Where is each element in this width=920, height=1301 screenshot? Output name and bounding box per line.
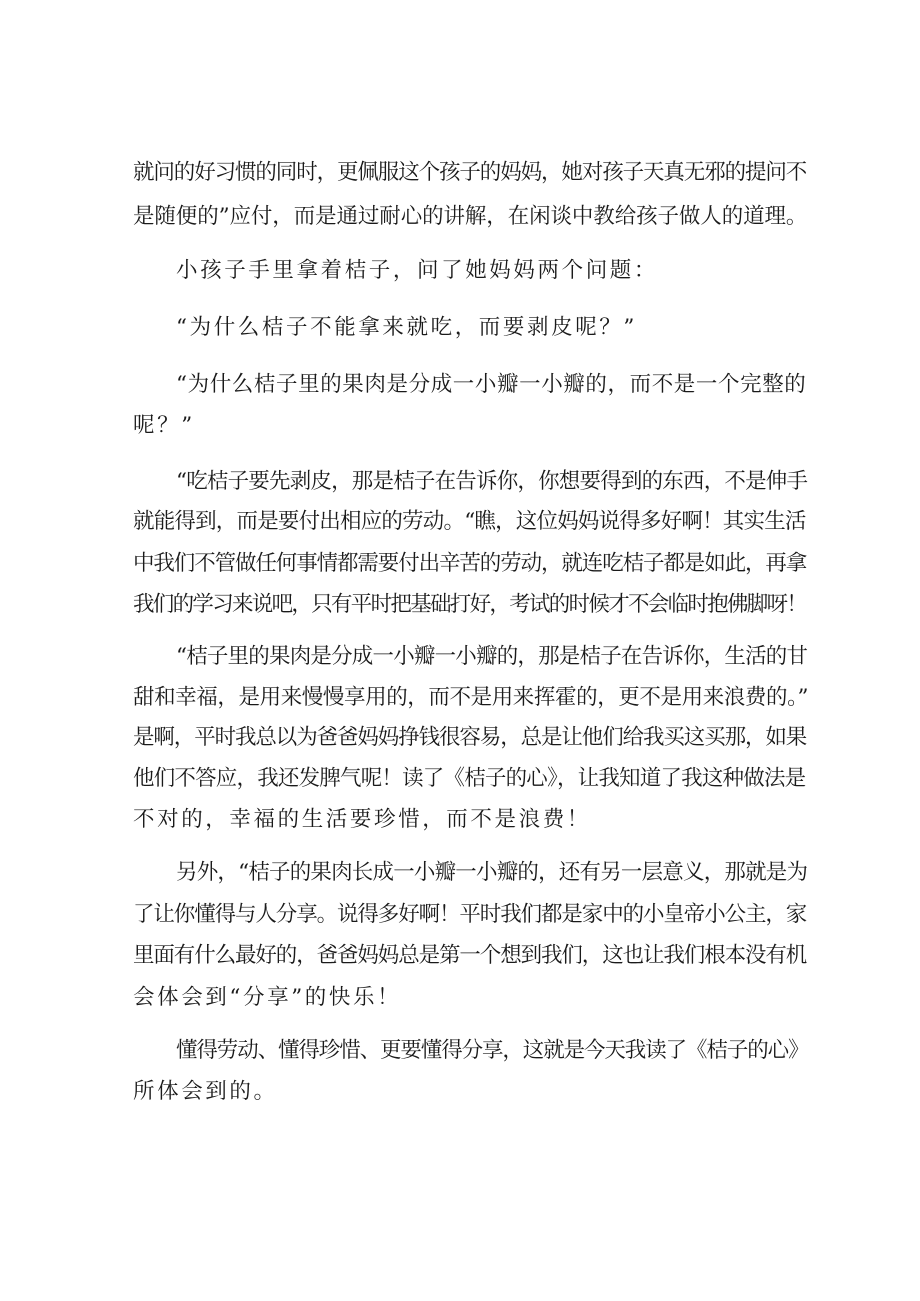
text-line: 里面有什么最好的，爸爸妈妈总是第一个想到我们，这也让我们根本没有机 (133, 943, 807, 968)
text-line: 是啊，平时我总以为爸爸妈妈挣钱很容易，总是让他们给我买这买那，如果 (133, 725, 807, 750)
text-line: “吃桔子要先剥皮，那是桔子在告诉你，你想要得到的东西，不是伸手 (176, 469, 808, 494)
text-line: 中我们不管做任何事情都需要付出辛苦的劳动，就连吃桔子都是如此，再拿 (133, 551, 807, 576)
text-line: 是随便的”应付，而是通过耐心的讲解，在闲谈中教给孩子做人的道理。 (133, 204, 808, 229)
text-line: 他们不答应，我还发脾气呢！读了《桔子的心》，让我知道了我这种做法是 (133, 766, 806, 791)
text-line: 就能得到，而是要付出相应的劳动。“瞧，这位妈妈说得多好啊！其实生活 (133, 509, 806, 534)
text-line: 我们的学习来说吧，只有平时把基础打好，考试的时候才不会临时抱佛脚呀！ (133, 592, 807, 617)
text-line: 另外，“桔子的果肉长成一小瓣一小瓣的，还有另一层意义，那就是为 (176, 860, 808, 885)
text-line: 就问的好习惯的同时，更佩服这个孩子的妈妈，她对孩子天真无邪的提问不 (133, 160, 807, 185)
text-line: 所体会到的。 (133, 1079, 278, 1104)
text-line: 会体会到“分享”的快乐！ (133, 985, 402, 1010)
text-line: 了让你懂得与人分享。说得多好啊！平时我们都是家中的小皇帝小公主，家 (133, 902, 807, 927)
text-line: 小孩子手里拿着桔子，问了她妈妈两个问题： (176, 258, 659, 283)
text-line: “为什么桔子里的果肉是分成一小瓣一小瓣的，而不是一个完整的 (176, 372, 807, 397)
text-line: 不对的，幸福的生活要珍惜，而不是浪费！ (133, 807, 591, 832)
text-line: “为什么桔子不能拿来就吃，而要剥皮呢？” (176, 315, 637, 340)
text-line: 懂得劳动、懂得珍惜、更要懂得分享，这就是今天我读了《桔子的心》 (176, 1038, 809, 1063)
text-line: “桔子里的果肉是分成一小瓣一小瓣的，那是桔子在告诉你，生活的甘 (176, 644, 808, 669)
text-line: 甜和幸福，是用来慢慢享用的，而不是用来挥霍的，更不是用来浪费的。” (133, 685, 809, 710)
text-line: 呢？” (133, 413, 195, 438)
